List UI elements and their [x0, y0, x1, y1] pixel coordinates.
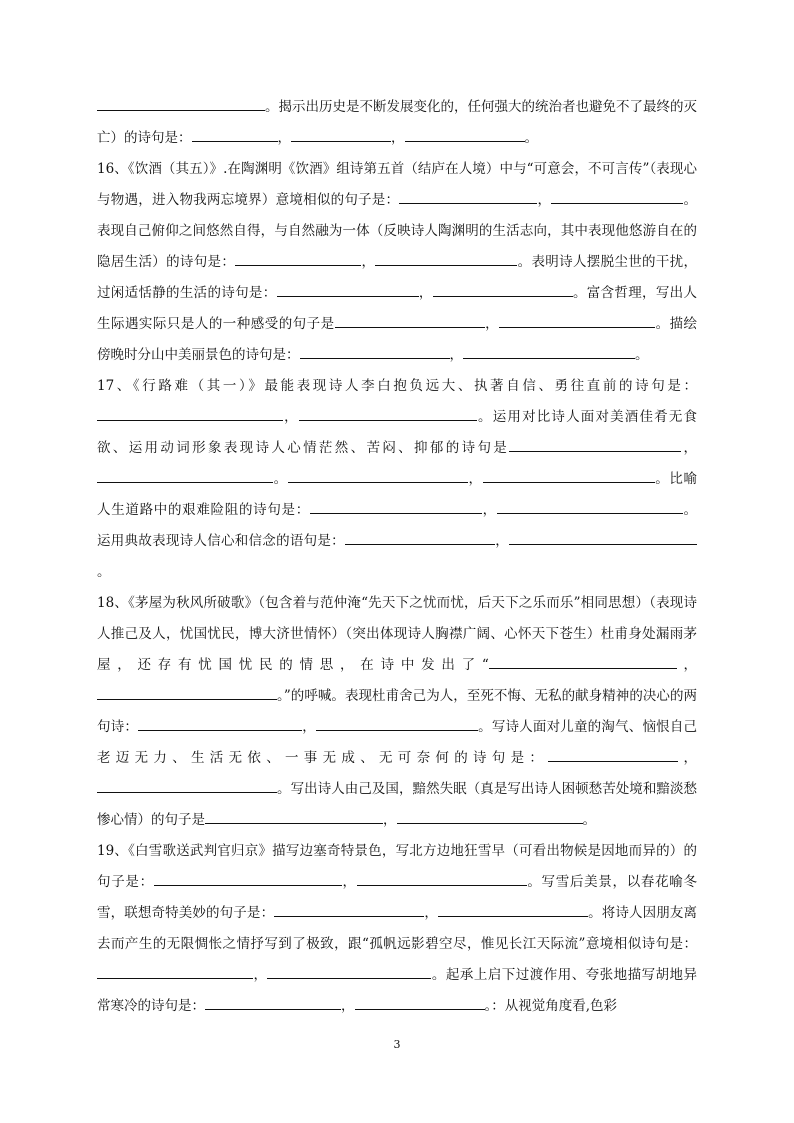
question-paragraph [97, 836, 697, 1022]
answer-blank[interactable] [335, 312, 485, 328]
question-text: ， [424, 905, 438, 921]
question-text: 。比喻人生道路中的艰难险阻的诗句是： [97, 471, 698, 518]
question-text: ， [277, 130, 291, 146]
question-text: 。运用典故表现诗人信心和信念的语句是： [97, 502, 698, 549]
answer-blank[interactable] [551, 188, 683, 204]
question-text: 。起承上启下过渡作用、夸张地描写胡地异常寒冷的诗句是： [97, 967, 698, 1014]
answer-blank[interactable] [97, 405, 283, 421]
question-paragraph [97, 371, 697, 588]
answer-blank[interactable] [138, 715, 302, 731]
answer-blank[interactable] [97, 777, 277, 793]
question-text: ， [678, 750, 698, 766]
answer-blank[interactable] [316, 715, 478, 731]
question-paragraph [97, 588, 697, 836]
answer-blank[interactable] [357, 870, 527, 886]
question-text: ， [383, 812, 397, 828]
answer-blank[interactable] [154, 870, 342, 886]
question-text: 。写诗人面对儿童的淘气、恼恨自己老迈无力、生活无依、一事无成、无可奈何的诗句是： [97, 719, 698, 766]
page-number: 3 [393, 1038, 401, 1051]
question-text: ， [494, 533, 510, 549]
question-text: ， [341, 998, 355, 1014]
question-text: ， [361, 254, 376, 270]
question-text: ， [391, 130, 405, 146]
question-text: 。：从视觉角度看,色彩 [484, 998, 618, 1014]
question-text: ， [681, 440, 698, 456]
question-text: ， [253, 967, 268, 983]
question-text: ， [484, 316, 500, 332]
document-body [97, 92, 697, 1022]
answer-blank[interactable] [205, 808, 383, 824]
question-text: 。写出诗人由己及国，黯然失眠（真是写出诗人困顿愁苦处境和黯淡愁惨心情）的句子是 [97, 781, 697, 828]
answer-blank[interactable] [433, 281, 573, 297]
answer-blank[interactable] [438, 901, 588, 917]
question-text: ， [676, 657, 698, 673]
question-paragraph [97, 154, 697, 371]
question-text: 。 [97, 564, 111, 580]
answer-blank[interactable] [397, 808, 583, 824]
answer-blank[interactable] [355, 994, 485, 1010]
question-text: 。”的呼喊。表现杜甫舍己为人，至死不悔、无私的献身精神的决心的两句诗： [97, 688, 697, 735]
question-text: 。富含哲理，写出人生际遇实际只是人的一种感受的句子是 [97, 285, 697, 332]
question-text: 。 [273, 471, 288, 487]
answer-blank[interactable] [205, 994, 341, 1010]
answer-blank[interactable] [399, 188, 537, 204]
question-text: 18、《茅屋为秋风所破歌》（包含着与范仲淹“先天下之忧而忧，后天下之乐而乐”相同思想）（表现诗人推己及人，忧国忧民，博大济世情怀）（突出体现诗人胸襟广阔、心怀天下苍生）杜甫身处漏雨茅屋，还存有忧国忧民的情思，在诗中发出了“ [97, 595, 697, 673]
question-text: ， [481, 502, 497, 518]
question-text: 。 [635, 347, 649, 363]
question-text: 17、《行路难（其一）》最能表现诗人李白抱负远大、执著自信、勇往直前的诗句是： [97, 378, 697, 394]
answer-blank[interactable] [499, 312, 655, 328]
answer-blank[interactable] [497, 498, 683, 514]
question-text: 19、《白雪歌送武判官归京》描写边塞奇特景色，写北方边地狂雪早（可看出物候是因地而异的）的句子是： [97, 843, 697, 890]
question-text: 。表现自己俯仰之间悠然自得，与自然融为一体（反映诗人陶渊明的生活志向，其中表现他悠游自在的隐居生活）的诗句是： [97, 192, 698, 270]
question-text: ， [467, 471, 483, 487]
question-text: ， [283, 409, 299, 425]
answer-blank[interactable] [97, 963, 253, 979]
question-text: ， [302, 719, 316, 735]
answer-blank[interactable] [192, 126, 278, 142]
answer-blank[interactable] [483, 467, 655, 483]
question-text: ， [449, 347, 463, 363]
answer-blank[interactable] [97, 467, 273, 483]
answer-blank[interactable] [489, 653, 677, 669]
answer-blank[interactable] [97, 95, 265, 111]
answer-blank[interactable] [463, 343, 635, 359]
question-text: 16、《饮酒（其五）》.在陶渊明《饮酒》组诗第五首（结庐在人境）中与“可意会，不可言传”（表现心与物遇，进入物我两忘境界）意境相似的句子是： [97, 161, 697, 208]
question-text: 。将诗人因朋友离去而产生的无限惆怅之情抒写到了极致，跟“孤帆远影碧空尽，惟见长江天际流”意境相似诗句是： [97, 905, 698, 952]
answer-blank[interactable] [277, 281, 419, 297]
answer-blank[interactable] [375, 250, 517, 266]
answer-blank[interactable] [299, 405, 477, 421]
answer-blank[interactable] [300, 343, 450, 359]
question-text: ， [418, 285, 433, 301]
answer-blank[interactable] [288, 467, 468, 483]
answer-blank[interactable] [274, 901, 424, 917]
answer-blank[interactable] [267, 963, 431, 979]
question-text: 。表明诗人摆脱尘世的干扰，过闲适恬静的生活的诗句是： [97, 254, 698, 301]
question-text: ， [341, 874, 357, 890]
answer-blank[interactable] [345, 529, 495, 545]
question-text: ， [537, 192, 552, 208]
question-text: 。描绘傍晚时分山中美丽景色的诗句是： [97, 316, 698, 363]
question-text: 。 [582, 812, 596, 828]
answer-blank[interactable] [509, 436, 681, 452]
question-text: 。 [524, 130, 538, 146]
answer-blank[interactable] [235, 250, 361, 266]
answer-blank[interactable] [291, 126, 391, 142]
question-text: 。运用对比诗人面对美酒佳肴无食欲、运用动词形象表现诗人心情茫然、苦闷、抑郁的诗句是 [97, 409, 698, 456]
question-paragraph [97, 92, 697, 154]
question-text: 。写雪后美景，以春花喻冬雪，联想奇特美妙的句子是： [97, 874, 698, 921]
question-text: 。揭示出历史是不断发展变化的，任何强大的统治者也避免不了最终的灭亡）的诗句是： [97, 99, 697, 146]
answer-blank[interactable] [548, 746, 678, 762]
answer-blank[interactable] [310, 498, 482, 514]
answer-blank[interactable] [405, 126, 525, 142]
answer-blank[interactable] [97, 684, 277, 700]
answer-blank[interactable] [509, 529, 697, 545]
